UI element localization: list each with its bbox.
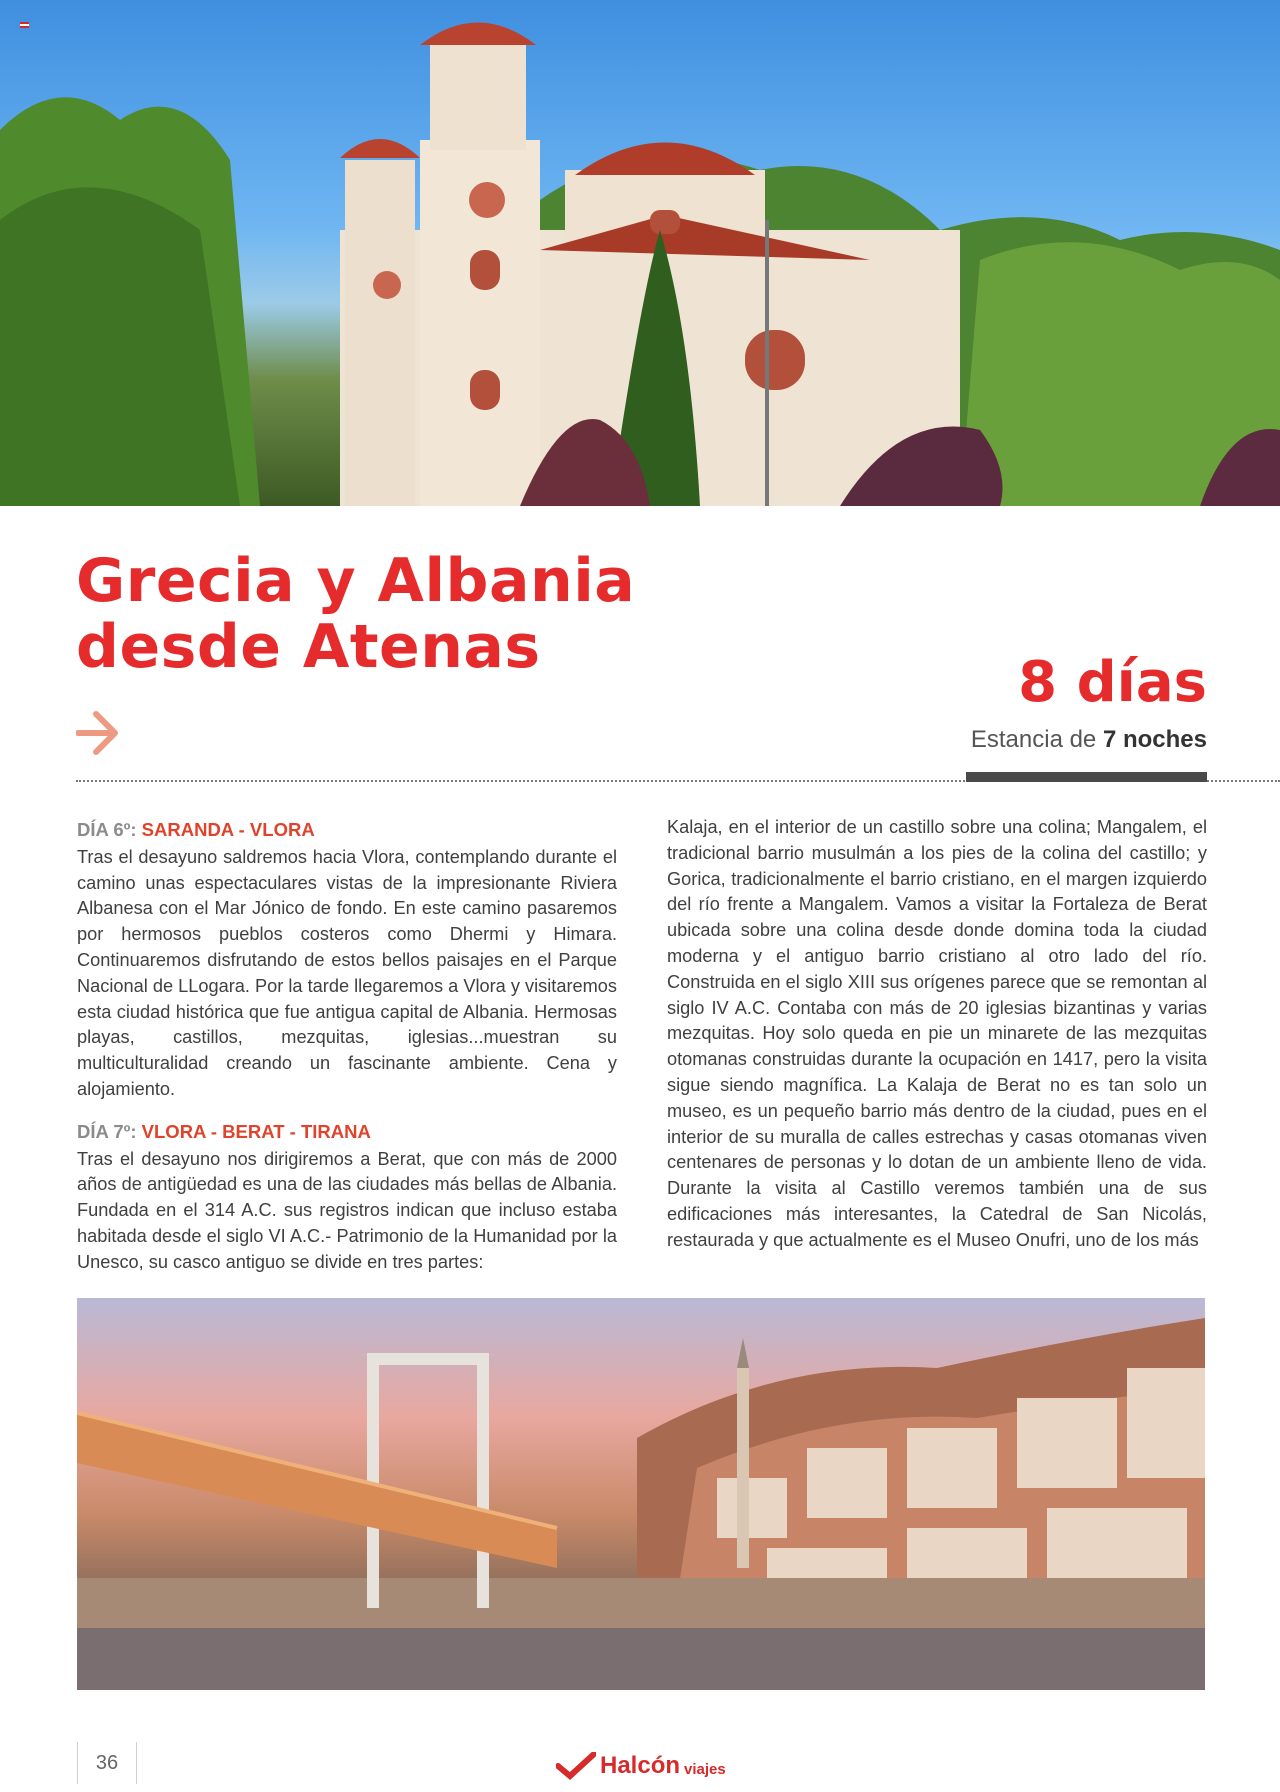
berat-illustration: [77, 1298, 1205, 1690]
title-line-1: Grecia y Albania: [76, 546, 636, 616]
page-title: [76, 548, 635, 680]
day-7-heading: [77, 1119, 617, 1145]
day-6-heading: [77, 817, 617, 843]
stay-nights: 7 noches: [1102, 726, 1207, 753]
itinerary-left-column: [77, 815, 617, 1276]
day-7-continuation-text: Kalaja, en el interior de un castillo sobre una colina; Mangalem, el tradicional barrio musulmán a los pies de la colina del castillo; y Gorica, tradicionalmente el barrio cristiano, en el margen izquierdo del río frente a Mangalem. Vamos a visitar la Fortaleza de Berat ubicada sobre una colina desde donde domina toda la ciudad moderna y el antiguo barrio cristiano al otro lado del río. Construida en el siglo XIII sus orígenes parece que se remontan al siglo IV A.C. Contaba con más de 20 iglesias bizantinas y varias mezquitas. Hoy solo queda en pie un minarete de las mezquitas otomanas construidas durante la ocupación en 1417, pero la visita sigue siendo magnífica. La Kalaja de Berat no es tan solo un museo, es un pequeño barrio más dentro de la ciudad, pues en el interior de su muralla de calles estrechas y casas otomanas viven centenares de personas y lo dotan de un ambiente lleno de vida. Durante la visita al Castillo veremos también una de sus edificaciones más interesantes, la Catedral de San Nicolás, restaurada y que actualmente es el Museo Onufri, uno de los más: [667, 817, 1207, 1250]
day-7-text: Tras el desayuno nos dirigiremos a Berat, que con más de 2000 años de antigüedad es una de las ciudades más bellas de Albania. Fundada en el 314 A.C. sus registros indican que incluso estaba habitada desde el siglo VI A.C.- Patrimonio de la Humanidad por la Unesco, su casco antiguo se divide en tres partes:: [77, 1148, 617, 1272]
duration-underline-bar: [966, 772, 1207, 782]
halcon-logo-icon: [556, 1752, 596, 1780]
day-7-label: DÍA 7º:: [77, 1120, 142, 1142]
church-illustration: [0, 0, 1280, 506]
berat-panorama-photo: [77, 1298, 1205, 1690]
itinerary-right-column: [667, 815, 1207, 1254]
page-number: 36: [77, 1742, 137, 1784]
duration-days: 8 días: [1018, 650, 1207, 715]
day-6-label: DÍA 6º:: [77, 819, 142, 840]
day-7-route: VLORA - BERAT - TIRANA: [141, 1120, 371, 1142]
brand-logo: [556, 1752, 726, 1780]
title-line-2: desde Atenas: [76, 612, 541, 682]
brand-sub: viajes: [684, 1761, 726, 1778]
day-6-route: SARANDA - VLORA: [141, 819, 315, 840]
arrow-right-icon: [76, 708, 120, 758]
day-6-text: Tras el desayuno saldremos hacia Vlora, contemplando durante el camino unas espectaculares vistas de la impresionante Riviera Albanesa con el Mar Jónico de fondo. En este camino pasaremos por hermosos pueblos costeros como Dhermi y Himara. Continuaremos disfrutando de estos bellos paisajes en el Parque Nacional de LLogara. Por la tarde llegaremos a Vlora y visitaremos esta ciudad histórica que fue antigua capital de Albania. Hermosas playas, castillos, mezquitas, iglesias...muestran su multiculturalidad creando un fascinante ambiente. Cena y alojamiento.: [77, 846, 617, 1099]
hero-photo-church: [0, 0, 1280, 506]
brand-name: Halcón: [600, 1752, 681, 1779]
flag-icon: [20, 22, 29, 28]
duration-stay: [971, 726, 1207, 754]
stay-prefix: Estancia de: [970, 726, 1103, 753]
